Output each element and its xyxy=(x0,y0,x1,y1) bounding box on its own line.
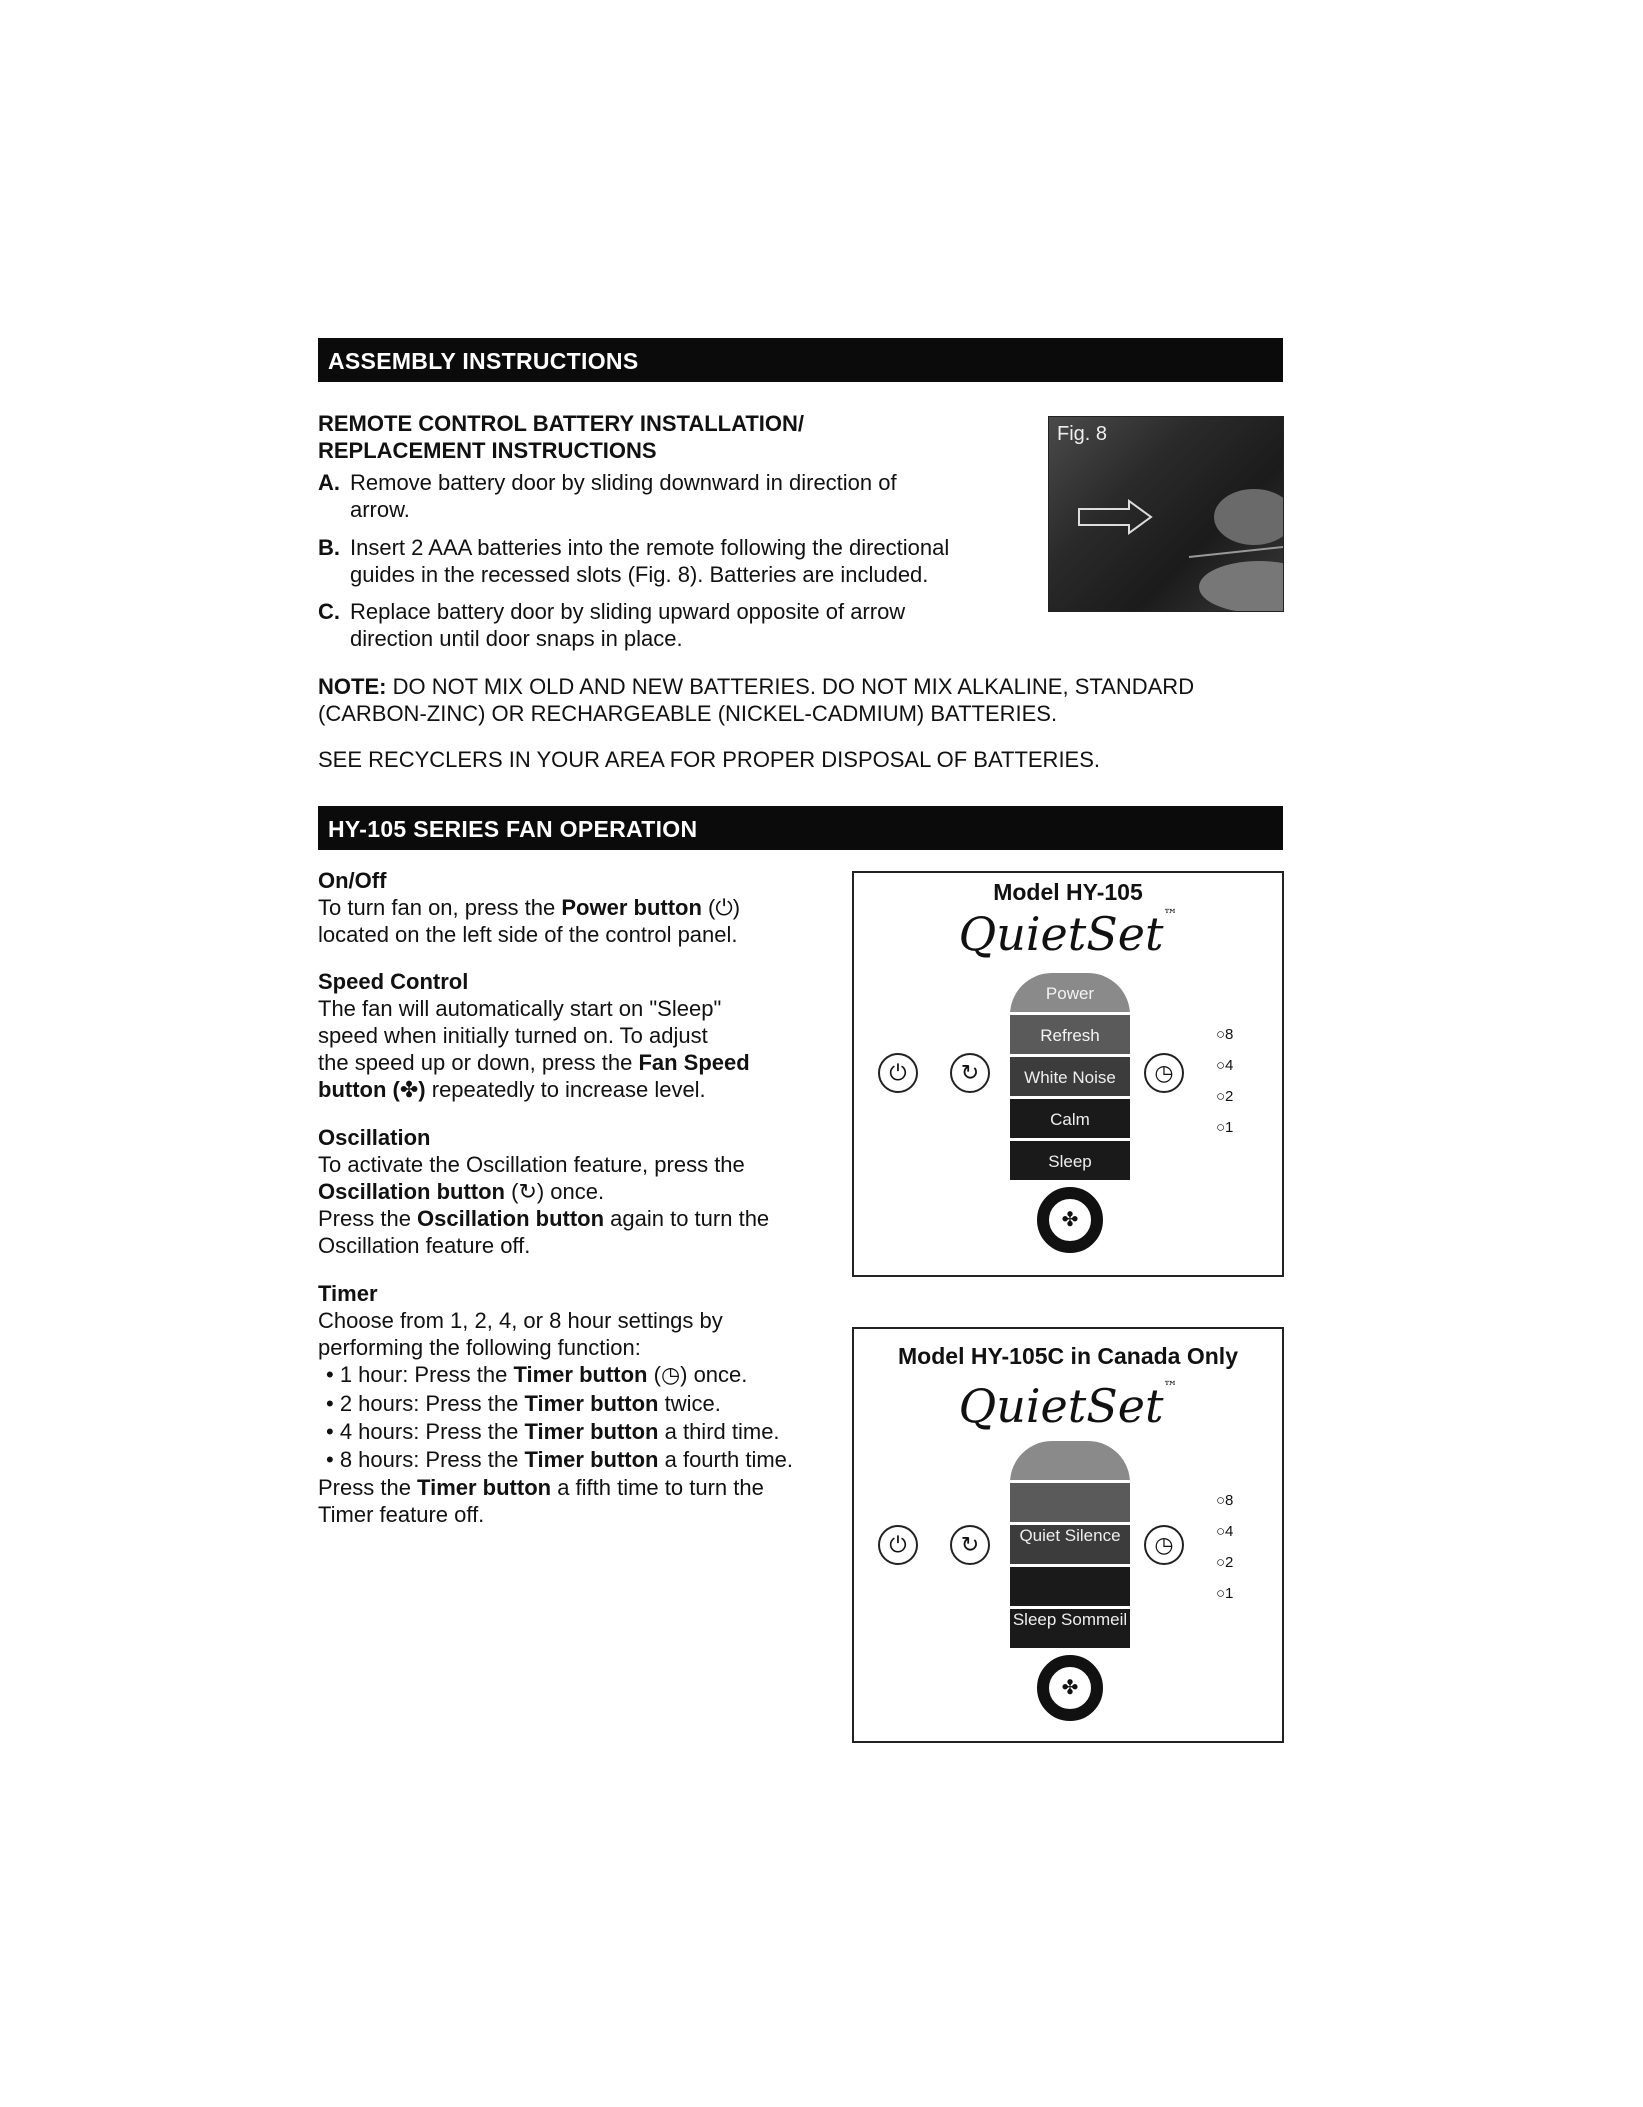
model-title: Model HY-105C in Canada Only xyxy=(898,1343,1238,1369)
button-ref: button ( xyxy=(318,1077,400,1102)
oscillation-button-icon: ↻ xyxy=(950,1525,990,1565)
speed-level-white-noise: White Noise xyxy=(1010,1057,1130,1099)
speed-level-2 xyxy=(1010,1483,1130,1525)
timer-line1: Choose from 1, 2, 4, or 8 hour settings by xyxy=(318,1308,723,1333)
note-line2: (CARBON-ZINC) OR RECHARGEABLE (NICKEL-CADMIUM) BATTERIES. xyxy=(318,701,1058,726)
power-icon: (⏻) xyxy=(701,895,741,920)
onoff-line1 xyxy=(318,894,740,921)
text: a fifth time to turn the xyxy=(551,1475,764,1500)
text: a third time. xyxy=(658,1419,780,1444)
timer-indicator: ○4 xyxy=(1216,1523,1234,1540)
remote-title-line2: REPLACEMENT INSTRUCTIONS xyxy=(318,438,657,463)
osc-button-ref: Oscillation button xyxy=(318,1179,505,1204)
trademark: ™ xyxy=(1163,1379,1178,1395)
timer-button-ref: Timer button xyxy=(417,1475,552,1500)
step-a xyxy=(318,469,1038,523)
step-text: guides in the recessed slots (Fig. 8). Batteries are included. xyxy=(350,562,929,587)
speed-line2: speed when initially turned on. To adjust xyxy=(318,1023,708,1048)
text: Press the xyxy=(318,1475,418,1500)
timer-indicator-list xyxy=(1216,1019,1233,1143)
text: Press the xyxy=(318,1206,418,1231)
step-b xyxy=(318,534,1058,588)
text: repeatedly to increase level. xyxy=(425,1077,706,1102)
assembly-header: ASSEMBLY INSTRUCTIONS xyxy=(318,338,1283,382)
power-button-icon: ⏻ xyxy=(878,1525,918,1565)
fan-icon: ✤ xyxy=(1047,1665,1093,1711)
step-text: direction until door snaps in place. xyxy=(350,626,683,651)
onoff-title: On/Off xyxy=(318,868,387,893)
oscillation-title: Oscillation xyxy=(318,1125,431,1150)
speed-level-4 xyxy=(1010,1567,1130,1609)
text: • 8 hours: Press the xyxy=(326,1447,525,1472)
text: again to turn the xyxy=(604,1206,770,1231)
onoff-line2: located on the left side of the control panel. xyxy=(318,922,738,947)
step-letter: A. xyxy=(318,470,340,495)
speed-level-sleep: Sleep Sommeil xyxy=(1010,1609,1130,1651)
text: (◷) once. xyxy=(647,1362,748,1387)
timer-bullet1 xyxy=(326,1361,747,1388)
osc-line4: Oscillation feature off. xyxy=(318,1233,531,1258)
timer-indicator: ○1 xyxy=(1216,1585,1234,1602)
fan-speed-knob xyxy=(1037,1187,1103,1253)
speed-line3 xyxy=(318,1049,750,1076)
osc-line3 xyxy=(318,1205,769,1232)
timer-button-icon: ◷ xyxy=(1144,1525,1184,1565)
timer-button-icon: ◷ xyxy=(1144,1053,1184,1093)
note-label: NOTE: xyxy=(318,674,387,699)
timer-button-ref: Timer button xyxy=(524,1447,659,1472)
timer-indicator: ○8 xyxy=(1216,1492,1234,1509)
note-line1 xyxy=(318,673,1194,700)
brand-name: QuietSet xyxy=(958,907,1164,961)
timer-indicator: ○2 xyxy=(1216,1088,1234,1105)
timer-indicator: ○1 xyxy=(1216,1119,1234,1136)
power-button-ref: Power button xyxy=(561,895,702,920)
osc-line1: To activate the Oscillation feature, press the xyxy=(318,1152,745,1177)
speed-line1: The fan will automatically start on "Sleep" xyxy=(318,996,722,1021)
trademark: ™ xyxy=(1163,907,1178,923)
speed-level-power: Power xyxy=(1010,973,1130,1015)
model-title: Model HY-105 xyxy=(993,879,1143,905)
timer-title: Timer xyxy=(318,1281,378,1306)
model-hy105c-panel xyxy=(852,1327,1284,1743)
power-button-icon: ⏻ xyxy=(878,1053,918,1093)
text: • 1 hour: Press the xyxy=(326,1362,514,1387)
text: • 4 hours: Press the xyxy=(326,1419,525,1444)
speed-level-calm: Calm xyxy=(1010,1099,1130,1141)
brand-name: QuietSet xyxy=(958,1379,1164,1433)
timer-end1 xyxy=(318,1474,764,1501)
step-text: Replace battery door by sliding upward opposite of arrow xyxy=(350,599,906,624)
speed-level-refresh: Refresh xyxy=(1010,1015,1130,1057)
recycle-note: SEE RECYCLERS IN YOUR AREA FOR PROPER DISPOSAL OF BATTERIES. xyxy=(318,747,1101,772)
speed-line4 xyxy=(318,1076,706,1103)
oscillation-button-icon: ↻ xyxy=(950,1053,990,1093)
step-text: Insert 2 AAA batteries into the remote following the directional xyxy=(350,535,950,560)
text: (↻) once. xyxy=(505,1179,605,1204)
speed-level-1 xyxy=(1010,1441,1130,1483)
step-letter: C. xyxy=(318,599,340,624)
timer-bullet3 xyxy=(326,1418,780,1445)
step-text: Remove battery door by sliding downward in direction of xyxy=(350,470,897,495)
text: the speed up or down, press the xyxy=(318,1050,639,1075)
text: a fourth time. xyxy=(658,1447,794,1472)
speed-level-sleep: Sleep xyxy=(1010,1141,1130,1183)
timer-button-ref: Timer button xyxy=(524,1391,659,1416)
timer-indicator: ○4 xyxy=(1216,1057,1234,1074)
fan-speed-knob xyxy=(1037,1655,1103,1721)
speed-level-quiet: Quiet Silence xyxy=(1010,1525,1130,1567)
osc-line2 xyxy=(318,1178,604,1205)
step-letter: B. xyxy=(318,535,340,560)
fig8-label: Fig. 8 xyxy=(1057,423,1108,445)
text: twice. xyxy=(658,1391,721,1416)
operation-header: HY-105 SERIES FAN OPERATION xyxy=(318,806,1283,850)
brand-logo xyxy=(854,1379,1282,1433)
note-text: DO NOT MIX OLD AND NEW BATTERIES. DO NOT MIX ALKALINE, STANDARD xyxy=(392,674,1195,699)
model-hy105-panel xyxy=(852,871,1284,1277)
timer-indicator: ○8 xyxy=(1216,1026,1234,1043)
timer-line2: performing the following function: xyxy=(318,1335,641,1360)
timer-button-ref: Timer button xyxy=(513,1362,648,1387)
timer-bullet2 xyxy=(326,1390,721,1417)
step-text: arrow. xyxy=(350,497,410,522)
timer-indicator-list xyxy=(1216,1485,1233,1609)
battery-arrow-icon xyxy=(1049,417,1283,611)
text: To turn fan on, press the xyxy=(318,895,562,920)
brand-logo xyxy=(854,907,1282,961)
fig8-photo xyxy=(1048,416,1284,612)
step-c xyxy=(318,598,1038,652)
speed-title: Speed Control xyxy=(318,969,469,994)
timer-end2: Timer feature off. xyxy=(318,1502,485,1527)
remote-title-line1: REMOTE CONTROL BATTERY INSTALLATION/ xyxy=(318,411,805,436)
paren: ) xyxy=(418,1077,426,1102)
fan-icon: ✤ xyxy=(1047,1197,1093,1243)
osc-button-ref: Oscillation button xyxy=(417,1206,605,1231)
timer-bullet4 xyxy=(326,1446,793,1473)
timer-button-ref: Timer button xyxy=(524,1419,659,1444)
fan-speed-ref: Fan Speed xyxy=(638,1050,750,1075)
text: • 2 hours: Press the xyxy=(326,1391,525,1416)
timer-indicator: ○2 xyxy=(1216,1554,1234,1571)
fan-icon: ✤ xyxy=(399,1077,419,1102)
